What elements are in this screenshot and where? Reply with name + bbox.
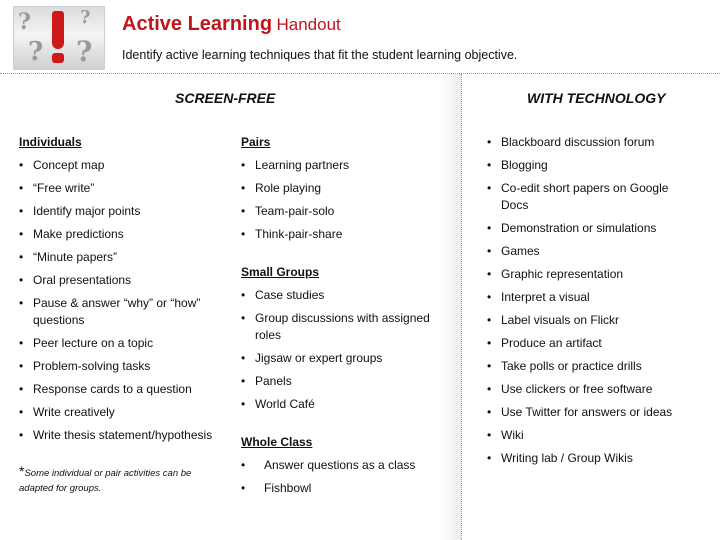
list-item: • Label visuals on Flickr [487, 312, 687, 329]
exclamation-dot-icon [52, 53, 64, 63]
small-groups-title: Small Groups [241, 265, 320, 279]
list-item: • Blackboard discussion forum [487, 134, 687, 151]
subtitle: Identify active learning techniques that fit the student learning objective. [122, 48, 518, 62]
footnote [19, 464, 224, 496]
footnote-text: Some individual or pair activities can be adapted for groups. [19, 468, 192, 494]
question-mark-icon: ? [80, 7, 91, 28]
technology-section [487, 134, 687, 473]
list-item: • Write creatively [19, 404, 224, 421]
list-item: • Concept map [19, 157, 224, 174]
list-item: • Write thesis statement/hypothesis [19, 427, 224, 444]
with-technology-heading: WITH TECHNOLOGY [527, 90, 666, 106]
list-item: • Use clickers or free software [487, 381, 687, 398]
list-item: • Role playing [241, 180, 446, 197]
question-mark-icon: ? [28, 37, 44, 67]
list-item: • Case studies [241, 287, 446, 304]
question-mark-icon: ? [76, 35, 93, 68]
list-item: • Learning partners [241, 157, 446, 174]
list-item: • “Minute papers” [19, 249, 224, 266]
individuals-title: Individuals [19, 135, 82, 149]
list-item: • World Café [241, 396, 446, 413]
list-item: • Fishbowl [241, 480, 446, 497]
list-item: • Blogging [487, 157, 687, 174]
list-item: • Wiki [487, 427, 687, 444]
page-title [122, 13, 341, 36]
list-item: • Panels [241, 373, 446, 390]
small-groups-list [241, 287, 446, 413]
pairs-list [241, 157, 446, 243]
question-exclamation-logo [13, 6, 105, 70]
technology-list [487, 134, 687, 467]
exclamation-icon [52, 11, 64, 49]
question-mark-icon: ? [18, 9, 31, 35]
list-item: • Peer lecture on a topic [19, 335, 224, 352]
footnote-star: * [19, 463, 25, 479]
list-item: • Writing lab / Group Wikis [487, 450, 687, 467]
list-item: • Problem-solving tasks [19, 358, 224, 375]
individuals-section [19, 134, 224, 496]
list-item: • Team-pair-solo [241, 203, 446, 220]
list-item: • Group discussions with assigned roles [241, 310, 446, 344]
individuals-list [19, 157, 224, 444]
groups-column [241, 134, 446, 503]
list-item: • Take polls or practice drills [487, 358, 687, 375]
list-item: • Pause & answer “why” or “how” questions [19, 295, 224, 329]
title-sub: Handout [276, 15, 341, 34]
list-item: • Co-edit short papers on Google Docs [487, 180, 687, 214]
list-item: • Make predictions [19, 226, 224, 243]
list-item: • Produce an artifact [487, 335, 687, 352]
list-item: • “Free write” [19, 180, 224, 197]
list-item: • Oral presentations [19, 272, 224, 289]
whole-class-title: Whole Class [241, 435, 313, 449]
list-item: • Think-pair-share [241, 226, 446, 243]
list-item: • Use Twitter for answers or ideas [487, 404, 687, 421]
list-item: • Answer questions as a class [241, 457, 446, 474]
list-item: • Response cards to a question [19, 381, 224, 398]
list-item: • Games [487, 243, 687, 260]
pairs-title: Pairs [241, 135, 271, 149]
list-item: • Interpret a visual [487, 289, 687, 306]
list-item: • Identify major points [19, 203, 224, 220]
column-divider [461, 74, 462, 540]
screen-free-heading: SCREEN-FREE [175, 90, 276, 106]
title-main: Active Learning [122, 13, 273, 35]
whole-class-list [241, 457, 446, 497]
list-item: • Jigsaw or expert groups [241, 350, 446, 367]
list-item: • Demonstration or simulations [487, 220, 687, 237]
header-divider [0, 73, 720, 74]
list-item: • Graphic representation [487, 266, 687, 283]
